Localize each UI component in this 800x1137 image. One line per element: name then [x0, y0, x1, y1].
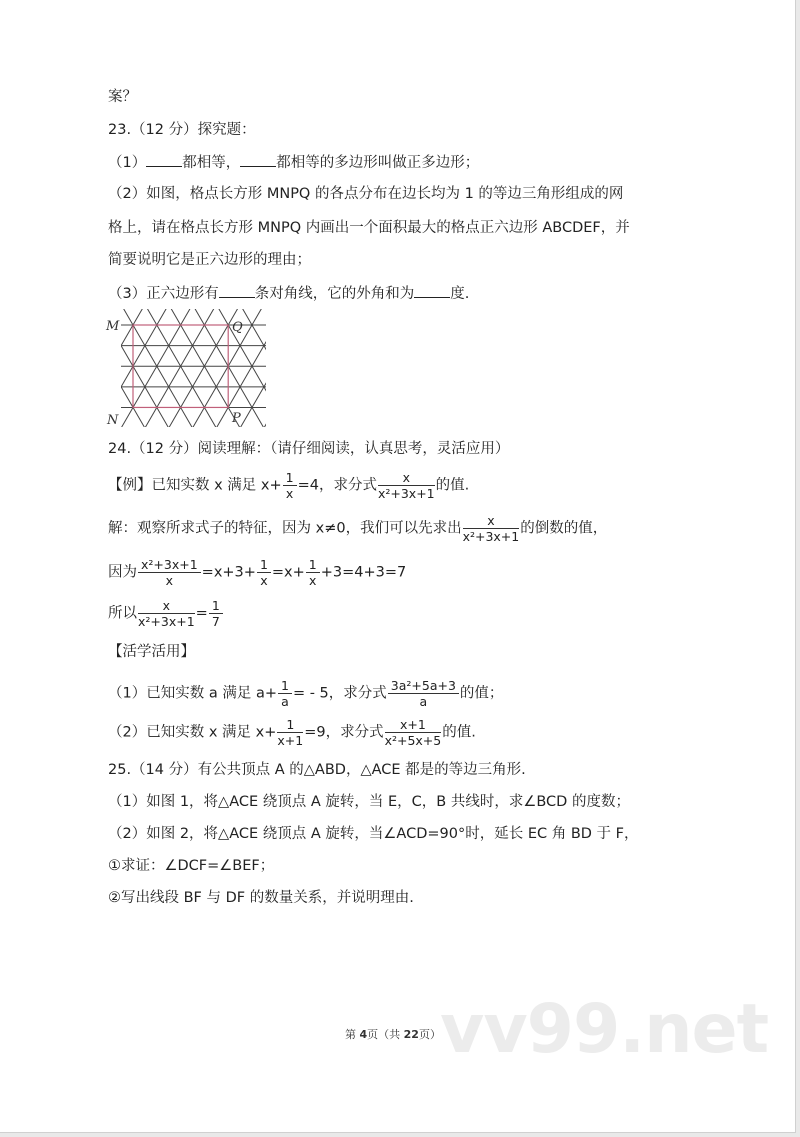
label-n: N — [107, 413, 119, 428]
grid-line — [271, 305, 275, 433]
text: +3=4+3=7 — [320, 564, 407, 581]
text: （3）正六边形有 — [108, 286, 219, 302]
apply-part1 — [108, 678, 503, 709]
text: 的值. — [442, 724, 476, 741]
text: = - 5，求分式 — [292, 685, 387, 702]
grid-line — [100, 305, 233, 433]
answer-blank — [414, 283, 450, 298]
text: =9，求分式 — [304, 724, 384, 741]
grid-line — [152, 305, 275, 433]
text: （1） — [108, 155, 147, 171]
label-m: M — [106, 319, 120, 334]
answer-blank — [240, 152, 276, 167]
question-25-part2-1: ①求证：∠DCF=∠BEF； — [108, 858, 275, 874]
text: 的倒数的值， — [520, 520, 608, 537]
question-23-part2-cont: 简要说明它是正六边形的理由； — [108, 252, 311, 268]
text: 【例】已知实数 x 满足 x+ — [108, 477, 282, 494]
question-23-title: 23.（12 分）探究题： — [108, 122, 256, 138]
grid-line — [176, 305, 275, 433]
question-25-title: 25.（14 分）有公共顶点 A 的△ABD，△ACE 都是的等边三角形. — [108, 762, 526, 778]
text: 条对角线，它的外角和为 — [254, 286, 415, 302]
text: （2）已知实数 x 满足 x+ — [108, 724, 277, 741]
grid-line — [100, 305, 233, 433]
text: 都相等的多边形叫做正多边形； — [276, 155, 480, 171]
question-23-part1 — [108, 152, 479, 173]
label-q: Q — [232, 320, 243, 335]
label-p: P — [232, 411, 241, 426]
grid-line — [152, 305, 275, 433]
answer-blank — [219, 283, 255, 298]
apply-title: 【活学活用】 — [108, 644, 195, 660]
grid-line — [104, 305, 275, 433]
grid-line — [271, 305, 275, 433]
grid-line — [176, 305, 275, 433]
text: 第 — [345, 1028, 360, 1041]
grid-line — [104, 305, 275, 433]
total-pages: 22 — [403, 1028, 419, 1041]
example-line — [108, 470, 469, 501]
text: 度. — [450, 286, 470, 302]
solution-line — [108, 513, 607, 544]
fraction: $\frac{1}{7}$ — [209, 598, 223, 629]
fraction: $\frac{\text{x²+3x+1}}{x}$ — [138, 557, 201, 588]
page-footer — [345, 1026, 441, 1042]
question-24-title: 24.（12 分）阅读理解：（请仔细阅读，认真思考，灵活应用） — [108, 441, 510, 457]
because-line — [108, 557, 406, 588]
text: （1）已知实数 a 满足 a+ — [108, 685, 277, 702]
fraction: $\frac{x+1}{\text{x²+5x+5}}$ — [384, 717, 442, 748]
text: 都相等， — [182, 155, 241, 171]
text: =4，求分式 — [297, 477, 377, 494]
fraction: $\frac{1}{x+1}$ — [277, 717, 304, 748]
question-23-part2-cont: 格上，请在格点长方形 MNPQ 内画出一个面积最大的格点正六边形 ABCDEF，并 — [108, 220, 630, 236]
fraction: $\frac{1}{x}$ — [257, 557, 271, 588]
question-25-part2-2: ②写出线段 BF 与 DF 的数量关系，并说明理由. — [108, 890, 414, 906]
answer-blank — [146, 152, 182, 167]
watermark: vv99.net — [440, 990, 769, 1069]
fraction: $\frac{1}{a}$ — [278, 678, 292, 709]
question-25-part1: （1）如图 1，将△ACE 绕顶点 A 旋转，当 E，C，B 共线时，求∠BCD 的度数； — [108, 794, 630, 810]
fraction: $\frac{x}{\text{x²+3x+1}}$ — [462, 513, 520, 544]
fraction: $\frac{1}{x}$ — [283, 470, 297, 501]
text: 因为 — [108, 564, 137, 581]
question-25-part2: （2）如图 2，将△ACE 绕顶点 A 旋转，当∠ACD=90°时，延长 EC 角 BD 于 F， — [108, 826, 639, 842]
text: 解：观察所求式子的特征，因为 x≠0，我们可以先求出 — [108, 520, 462, 537]
text: 所以 — [108, 605, 137, 622]
text: 的值. — [435, 477, 470, 494]
text: =x+3+ — [201, 564, 256, 581]
text: = — [195, 605, 208, 622]
triangle-grid-figure — [100, 305, 275, 433]
page-number: 4 — [359, 1028, 368, 1041]
fraction: $\frac{1}{x}$ — [306, 557, 320, 588]
therefore-line — [108, 598, 224, 629]
text: 页（共 — [367, 1028, 404, 1041]
text: =x+ — [271, 564, 305, 581]
text-line: 案？ — [108, 89, 137, 105]
fraction: $\frac{\text{3a²+5a+3}}{a}$ — [388, 678, 459, 709]
question-23-part3 — [108, 283, 469, 304]
text: 的值； — [459, 685, 504, 702]
fraction: $\frac{x}{\text{x²+3x+1}}$ — [138, 598, 195, 629]
text: 页） — [418, 1028, 441, 1041]
fraction: $\frac{x}{\text{x²+3x+1}}$ — [377, 470, 435, 501]
question-23-part2: （2）如图，格点长方形 MNPQ 的各点分布在边长均为 1 的等边三角形组成的网 — [108, 186, 624, 202]
apply-part2 — [108, 717, 476, 748]
